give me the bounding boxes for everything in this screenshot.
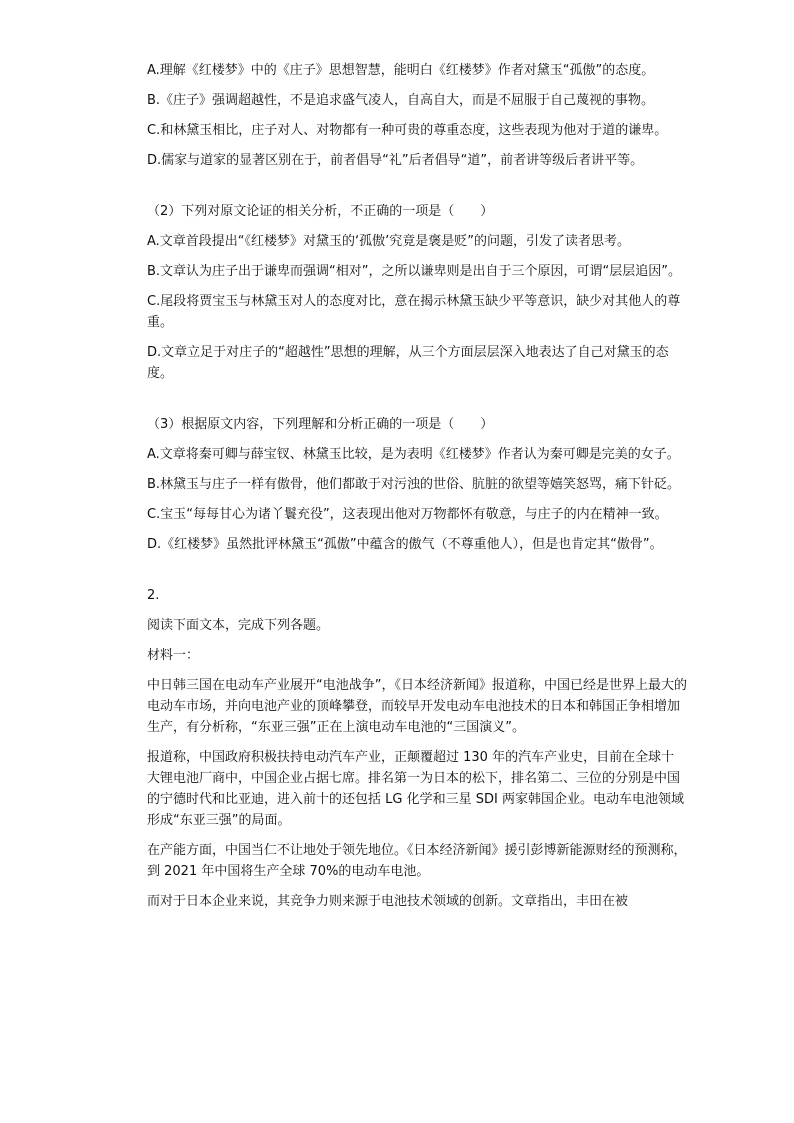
paragraph: 中日韩三国在电动车产业展开“电池战争”，《日本经济新闻》报道称，中国已经是世界上最大的电动车市场，并向电池产业的顶峰攀登，而较早开发电动车电池技术的日本和韩国正争相增加生产，有分析称，“东亚三强”正在上演电动车电池的“三国演义”。 [147, 678, 687, 735]
q2-option-b: B.文章认为庄子出于谦卑而强调“相对”，之所以谦卑则是出自于三个原因，可谓“层层追因”。 [147, 264, 681, 279]
q3-option-c: C.宝玉“每每甘心为诸丫鬟充役”，这表现出他对万物都怀有敬意，与庄子的内在精神一致。 [147, 507, 668, 522]
q1-option-a: A.理解《红楼梦》中的《庄子》思想智慧，能明白《红楼梦》作者对黛玉“孤傲”的态度。 [147, 63, 655, 78]
q3-option-b: B.林黛玉与庄子一样有傲骨，他们都敢于对污浊的世俗、肮脏的欲望等嬉笑怒骂，痛下针砭。 [147, 477, 681, 492]
q2-option-a: A.文章首段提出“《红楼梦》对黛玉的‘孤傲’究竟是褒是贬”的问题，引发了读者思考。 [147, 234, 631, 249]
paragraph: 在产能方面，中国当仁不让地处于领先地位。《日本经济新闻》援引彭博新能源财经的预测称，到 2021 年中国将生产全球 70%的电动车电池。 [147, 843, 687, 879]
q3-option-d: D.《红楼梦》虽然批评林黛玉“孤傲”中蕴含的傲气（不尊重他人），但是也肯定其“傲骨”。 [147, 537, 663, 552]
q2-stem: （2）下列对原文论证的相关分析，不正确的一项是（ ） [147, 204, 494, 219]
q2-option-d: D.文章立足于对庄子的“超越性”思想的理解，从三个方面层层深入地表达了自己对黛玉的态度。 [147, 345, 669, 381]
paragraph: 而对于日本企业来说，其竞争力则来源于电池技术领域的创新。文章指出，丰田在被 [147, 894, 629, 909]
question-number: 2. [147, 588, 160, 603]
q2-option-c: C.尾段将贾宝玉与林黛玉对人的态度对比，意在揭示林黛玉缺少平等意识，缺少对其他人的尊重。 [147, 294, 681, 330]
q3-stem: （3）根据原文内容，下列理解和分析正确的一项是（ ） [147, 417, 494, 432]
instruction: 阅读下面文本，完成下列各题。 [147, 618, 330, 633]
q1-option-d: D.儒家与道家的显著区别在于，前者倡导“礼”后者倡导“道”，前者讲等级后者讲平等。 [147, 153, 644, 168]
document-page [147, 60, 687, 912]
q1-option-b: B.《庄子》强调超越性，不是追求盛气凌人，自高自大，而是不屈服于自己蔑视的事物。 [147, 93, 655, 108]
material-label: 材料一： [147, 648, 200, 663]
paragraph: 报道称，中国政府积极扶持电动汽车产业，正颠覆超过 130 年的汽车产业史，目前在全球十大锂电池厂商中，中国企业占据七席。排名第一为日本的松下，排名第二、三位的分别是中国的宁德时代和比亚迪，进入前十的还包括 LG 化学和三星 SDI 两家韩国企业。电动车电池领域形成“东亚三强”的局面。 [147, 750, 684, 828]
q1-option-c: C.和林黛玉相比，庄子对人、对物都有一种可贵的尊重态度，这些表现为他对于道的谦卑。 [147, 123, 668, 138]
q3-option-a: A.文章将秦可卿与薛宝钗、林黛玉比较，是为表明《红楼梦》作者认为秦可卿是完美的女子。 [147, 447, 680, 462]
